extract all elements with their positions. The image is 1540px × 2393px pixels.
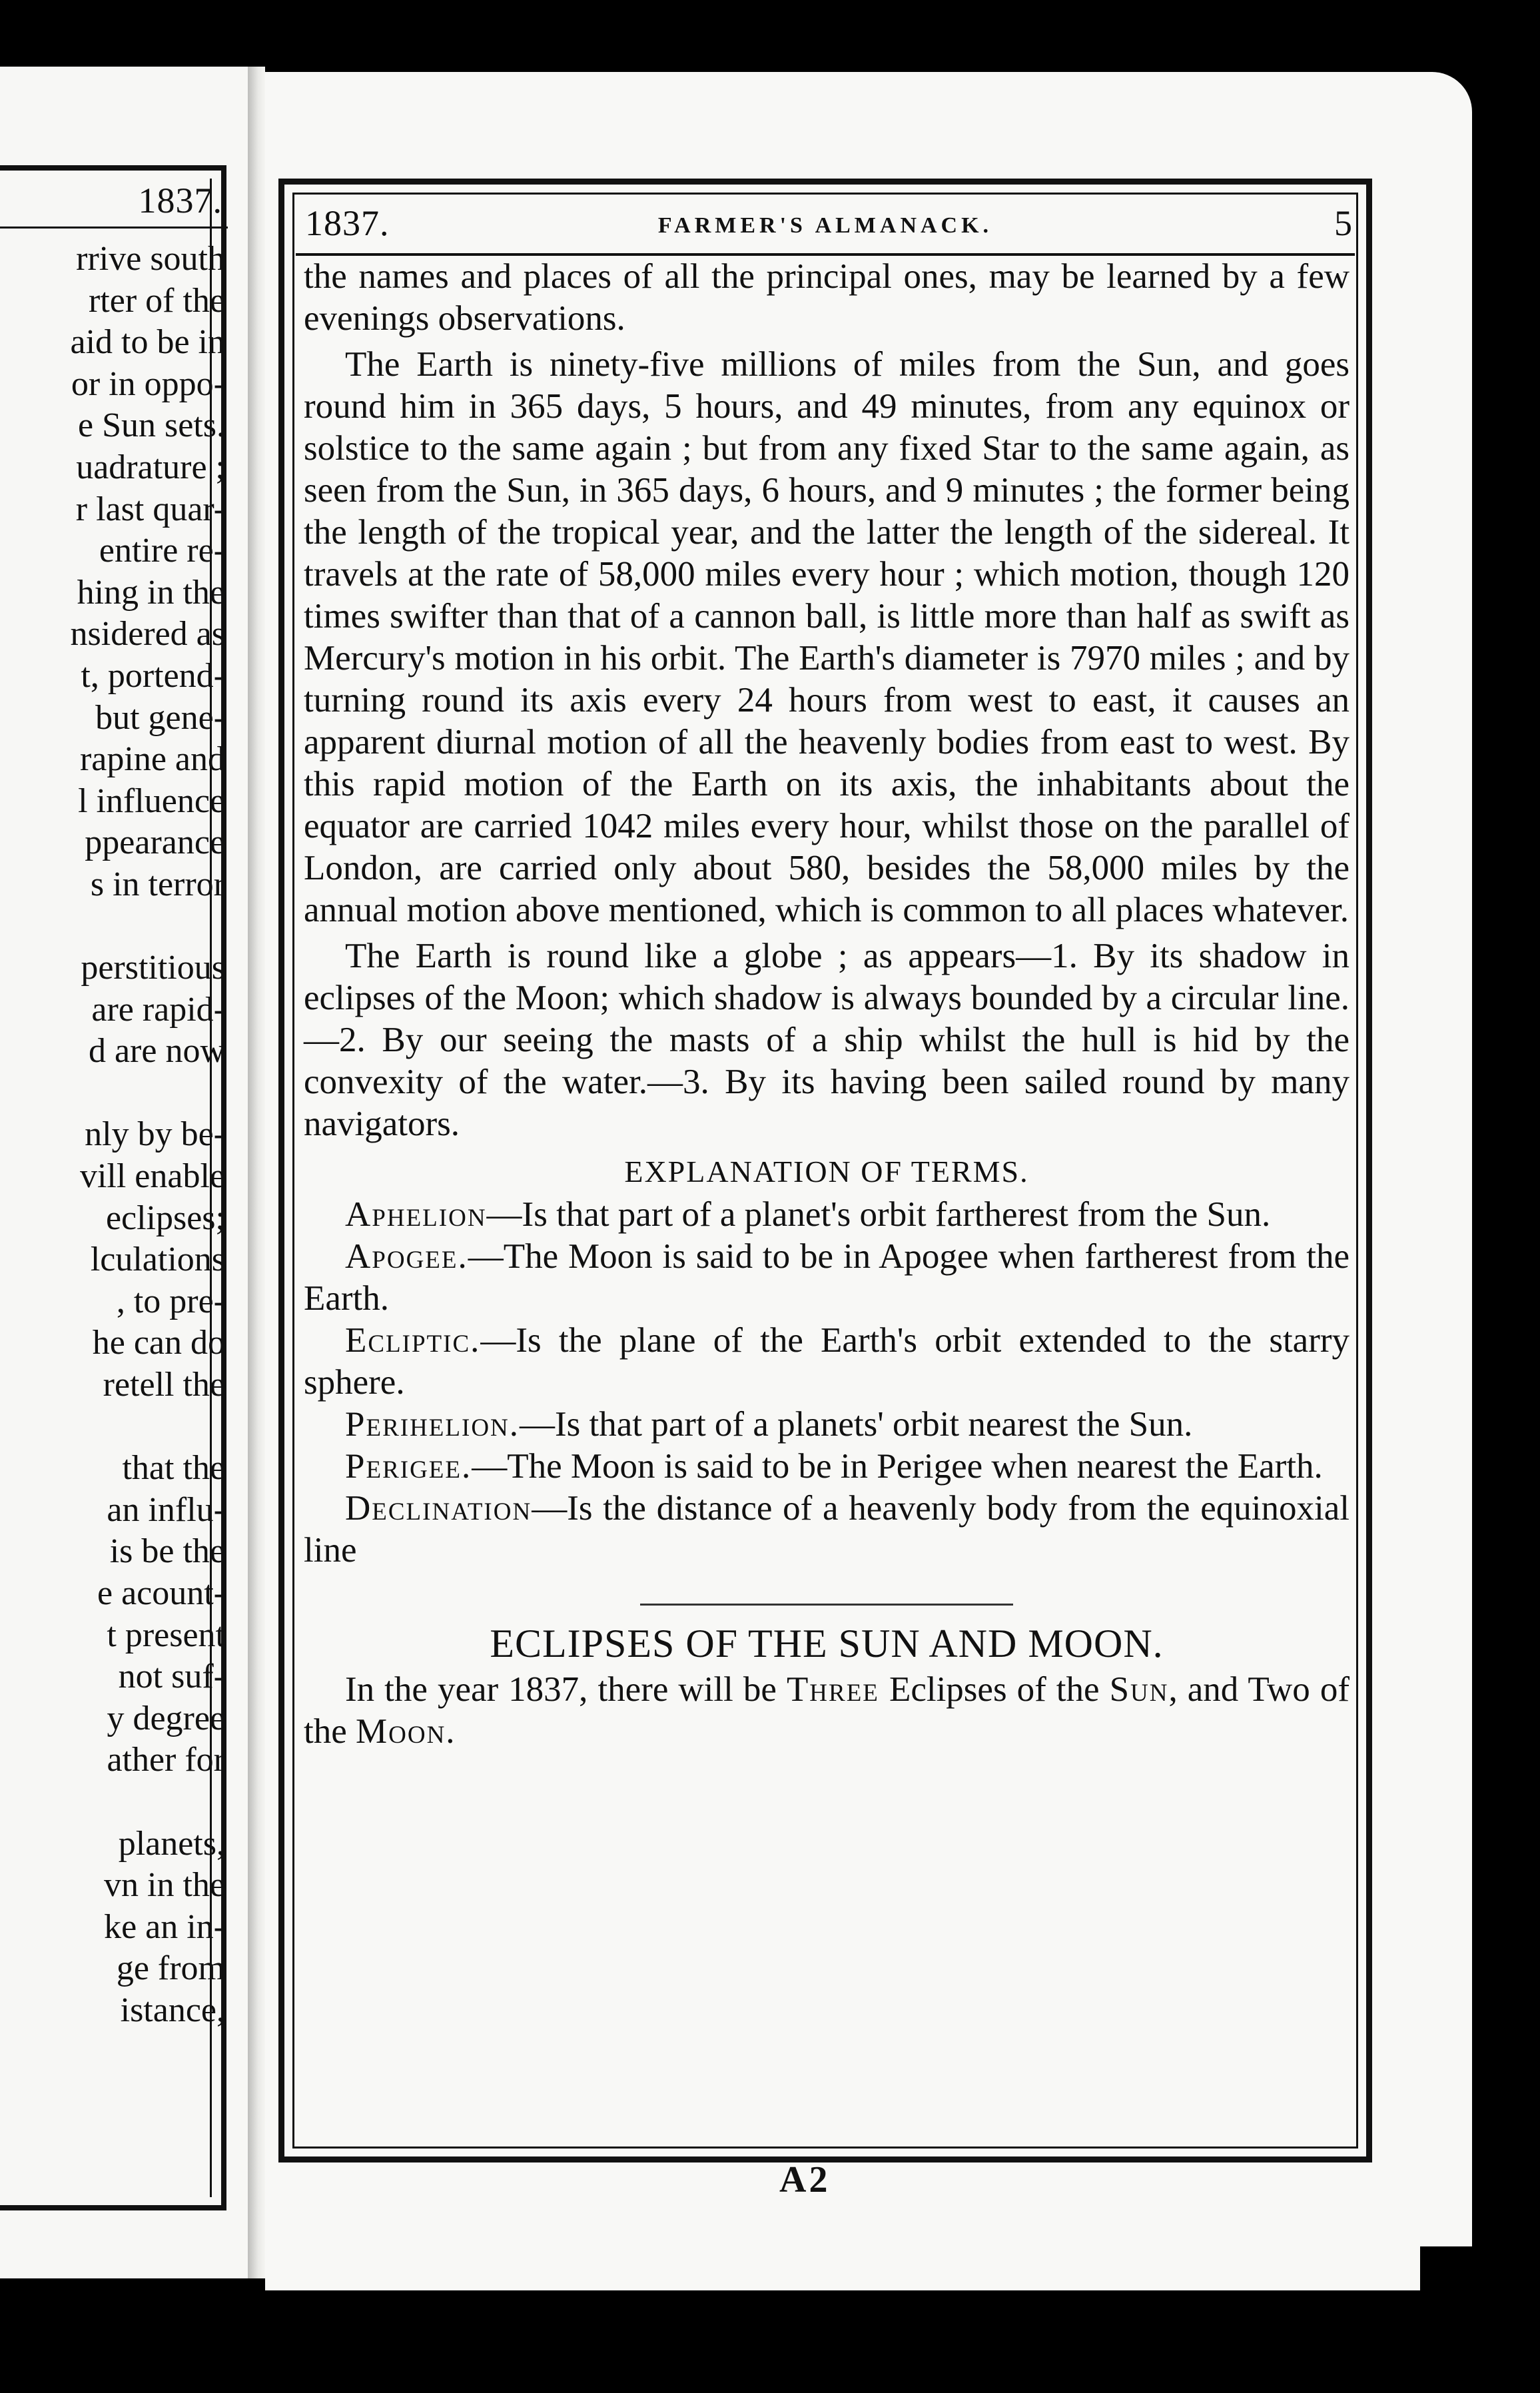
intro-paragraph: the names and places of all the principal ones, may be learned by a few evenings observations. [304,257,1349,338]
previous-page [0,67,248,2278]
terms-section-title: EXPLANATION OF TERMS. [624,1155,1029,1189]
previous-page-line: nly by be- [85,1115,225,1154]
term-name: Ecliptic. [345,1321,481,1360]
term-definition: —Is that part of a planet's orbit fartherest from the Sun. [486,1195,1271,1234]
previous-page-year: 1837. [138,181,222,221]
previous-page-line: vn in the [104,1866,225,1905]
eclipses-text: . [446,1712,455,1751]
term-ecliptic [304,1320,1349,1404]
previous-page-line: rter of the [88,281,225,320]
previous-page-line: ge from [116,1949,225,1988]
term-name: Perihelion. [345,1405,520,1444]
previous-page-line [0,906,225,948]
previous-page-line: d are now [88,1032,225,1071]
previous-page-text [0,239,225,2032]
previous-page-line: e acount- [97,1574,225,1612]
previous-page-line: rapine and [79,740,225,779]
earth-globe-paragraph: The Earth is round like a globe ; as appears—1. By its shadow in eclipses of the Moon; which shadow is always bounded by a circular line.—2. By our seeing the masts of a ship whilst the hull is hid by the convexity of the water.—3. By its having been sailed round by many navigators. [304,937,1349,1143]
previous-page-line: is be the [109,1532,225,1571]
previous-page-line: planets, [118,1824,225,1863]
previous-page-line: lculations [90,1240,225,1279]
previous-page-line: istance, [120,1991,225,2029]
previous-page-line: nsidered as [70,615,225,654]
previous-page-line: s in terror [90,865,225,903]
term-definition: —The Moon is said to be in Perigee when nearest the Earth. [472,1447,1323,1486]
page-number: 5 [1334,203,1352,243]
previous-page-line: l influence [78,781,225,820]
previous-page-line: y degree [107,1699,225,1737]
eclipses-text: In the year 1837, there will be [345,1670,787,1709]
term-name: Declination [345,1489,532,1528]
previous-page-line: or in oppo- [71,364,225,403]
previous-page-line: ppearance [85,823,225,862]
previous-page-line: rrive south [76,240,225,278]
eclipses-moon: Moon [356,1712,446,1751]
page-body [296,256,1355,1753]
term-name: Perigee. [345,1447,472,1486]
previous-page-line: , to pre- [116,1282,225,1320]
eclipses-text: Eclipses of the [879,1670,1110,1709]
term-aphelion [304,1194,1349,1236]
term-name: Aphelion [345,1195,487,1234]
previous-page-line: ather for [107,1741,225,1779]
term-declination [304,1488,1349,1572]
eclipses-count-sun: Three [786,1670,879,1709]
previous-page-line: retell the [103,1366,225,1404]
signature-mark: A2 [779,2159,831,2200]
previous-page-line: uadrature ; [76,448,225,486]
previous-page-line: vill enable [79,1157,225,1196]
header-title: FARMER'S ALMANACK. [657,213,993,238]
term-perigee [304,1446,1349,1488]
book-gutter [248,67,265,2278]
term-definition: —Is that part of a planets' orbit nearest the Sun. [520,1405,1193,1444]
previous-page-line: entire re- [99,532,225,570]
previous-page-line [0,1781,225,1823]
header-year: 1837. [305,203,390,243]
previous-page-header-rule [0,227,228,229]
earth-orbit-paragraph: The Earth is ninety-five millions of miles from the Sun, and goes round him in 365 days, 5 hours, and 49 minutes, from any equinox or solstice to the same again ; but from any fixed Star to the same again, as seen from the Sun, in 365 days, 6 hours, and 9 minutes ; the former being the length of the tropical year, and the latter the length of the sidereal. It travels at the rate of 58,000 miles every hour ; which motion, though 120 times swifter than that of a cannon ball, is little more than half as swift as Mercury's motion in his orbit. The Earth's diameter is 7970 miles ; and by turning round its axis every 24 hours from west to east, it causes an apparent diurnal motion of all the heavenly bodies from east to west. By this rapid motion of the Earth on its axis, the inhabitants about the equator are carried 1042 miles every hour, whilst those on the parallel of London, are carried only about 580, besides the 58,000 miles by the annual motion above mentioned, which is common to all places whatever. [304,345,1349,929]
term-definition: —Is the distance of a heavenly body from the equinoxial line [304,1489,1349,1570]
previous-page-line: aid to be in [70,323,225,362]
eclipses-section-title: ECLIPSES OF THE SUN AND MOON. [490,1622,1164,1666]
term-apogee [304,1236,1349,1320]
previous-page-line: he can do [92,1324,225,1362]
page-content [296,193,1355,1753]
scan-background-corner [1420,2246,1540,2393]
previous-page-line: perstitious [81,949,225,987]
previous-page-line: t, portend- [81,656,225,695]
running-header [296,193,1355,256]
term-definition: —The Moon is said to be in Apogee when fartherest from the Earth. [304,1237,1349,1318]
previous-page-line [0,1406,225,1448]
previous-page-line: that the [122,1449,225,1488]
previous-page-line: e Sun sets. [78,406,225,445]
previous-page-line: but gene- [95,698,225,737]
previous-page-line: hing in the [77,573,225,612]
section-divider [640,1604,1013,1606]
previous-page-line: not suf- [118,1658,225,1696]
previous-page-line: r last quar- [75,490,225,528]
previous-page-line: an influ- [107,1490,225,1529]
eclipses-sun: Sun [1109,1670,1169,1709]
previous-page-line: t present [107,1616,225,1654]
eclipses-text: , and Two of the [304,1670,1349,1751]
term-definition: —Is the plane of the Earth's orbit extended to the starry sphere. [304,1321,1349,1402]
eclipses-paragraph [304,1669,1349,1753]
term-name: Apogee. [345,1237,468,1276]
previous-page-line: eclipses; [105,1198,225,1237]
previous-page-line [0,1073,225,1115]
previous-page-line: are rapid- [91,990,225,1029]
term-perihelion [304,1404,1349,1446]
previous-page-line: ke an in- [104,1907,225,1946]
